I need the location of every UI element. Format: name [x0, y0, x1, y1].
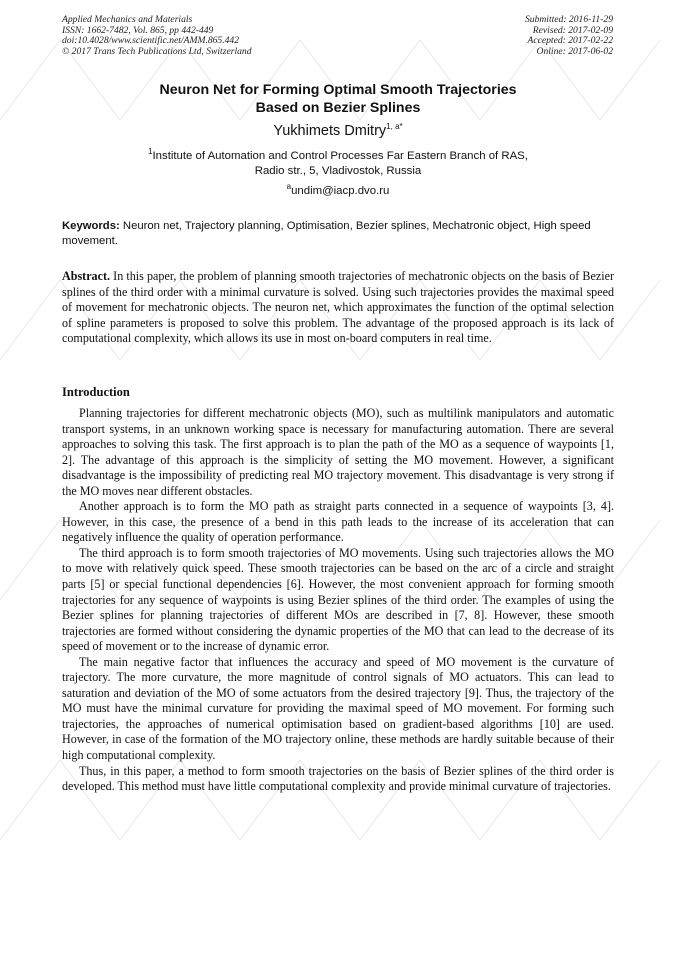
author-email — [62, 182, 614, 197]
date-online: Online: 2017-06-02 — [536, 45, 613, 57]
keywords-text: Neuron net, Trajectory planning, Optimisation, Bezier splines, Mechatronic object, High speed movement. — [62, 220, 591, 247]
paragraph: Thus, in this paper, a method to form smooth trajectories on the basis of Bezier splines of the third order is developed. This method must have little computational complexity and provide minimal curvature of trajectories. — [62, 763, 614, 794]
journal-issn: ISSN: 1662-7482, Vol. 865, pp 442-449 — [62, 24, 214, 36]
journal-name: Applied Mechanics and Materials — [62, 14, 193, 25]
date-revised: Revised: 2017-02-09 — [532, 24, 613, 36]
paragraph: Planning trajectories for different mechatronic objects (MO), such as multilink manipulators and automatic transport systems, in an unknown working space is necessary for manufacturing automation. There are several approaches to solving this task. The first approach is to plan the path of the MO as a sequence of waypoints [1, 2]. The advantage of this approach is the simplicity of setting the MO movement. However, a significant disadvantage is the impossibility of predicting real MO trajectory movement. This disadvantage is very strong if the MO moves near different obstacles. — [62, 406, 614, 498]
email-address[interactable]: undim@iacp.dvo.ru — [291, 185, 390, 197]
affiliation-line-1 — [62, 149, 614, 164]
date-accepted: Accepted: 2017-02-22 — [527, 35, 613, 47]
paragraph: The main negative factor that influences the accuracy and speed of MO movement is the curvature of trajectory. The more curvature, the more magnitude of control signals of MO actuators. This can lead to saturation and deviation of the MO of some actuators from the desired trajectory [9]. Thus, the trajectory of the MO must have the minimal curvature for providing the maximal speed of MO movement. For forming such trajectories, the approaches of numerical optimisation based on gradient-based algorithms [10] are used. However, in case of the formation of the MO trajectory online, these methods are hardly suitable because of their high computational complexity. — [62, 654, 614, 763]
affiliation-line-1-text: Institute of Automation and Control Processes Far Eastern Branch of RAS, — [152, 150, 528, 162]
journal-doi[interactable]: doi:10.4028/www.scientific.net/AMM.865.442 — [62, 35, 240, 47]
keywords — [62, 219, 614, 249]
publication-dates — [525, 15, 613, 57]
affiliation — [62, 149, 614, 179]
author-name: Yukhimets Dmitry — [273, 123, 387, 139]
abstract-label: Abstract. — [62, 269, 111, 283]
keywords-label: Keywords: — [62, 220, 120, 232]
affiliation-line-2: Radio str., 5, Vladivostok, Russia — [254, 165, 422, 177]
journal-info — [62, 15, 252, 57]
paper-title-line-2: Based on Bezier Splines — [255, 99, 421, 116]
journal-copyright: © 2017 Trans Tech Publications Ltd, Switzerland — [62, 45, 252, 57]
introduction-body — [62, 406, 614, 795]
abstract-text: In this paper, the problem of planning smooth trajectories of mechatronic objects on the basis of Bezier splines of the third order with a minimal curvature is solved. Using such trajectories provides the maximal speed of movement for mechatronic objects. The neuron net, which approximates the function of the optimal selection of spline parameters is proposed to solve this problem. The advantage of the proposed approach is its lack of computational complexity, which allows its use in most on-board computers in real time. — [62, 269, 614, 345]
abstract — [62, 269, 614, 347]
email-superscript: a — [286, 182, 292, 192]
author — [62, 123, 614, 139]
paper-title-line-1: Neuron Net for Forming Optimal Smooth Trajectories — [159, 82, 517, 98]
paper-title — [62, 82, 614, 117]
paragraph: The third approach is to form smooth trajectories of MO movements. Using such trajectories allows the MO to move with relatively quick speed. These smooth trajectories can be based on the arc of a circle and straight parts [5] or special functional dependencies [6]. However, the most convenient approach for forming smooth trajectories for any sequence of waypoints is using Bezier splines of the third order. The examples of using the Bezier splines for planning trajectories of different MOs are described in [7, 8]. However, these smooth trajectories are formed without considering the dynamic properties of the MO that can lead to the decrease of its speed of movement or to the increase of dynamic error. — [62, 545, 614, 654]
introduction-heading: Introduction — [62, 385, 130, 399]
date-submitted: Submitted: 2016-11-29 — [524, 14, 613, 25]
author-superscript: 1, a* — [386, 122, 403, 132]
affiliation-superscript: 1 — [148, 147, 153, 157]
paragraph: Another approach is to form the MO path as straight parts connected in a sequence of waypoints [3, 4]. However, in this case, the presence of a bend in this path leads to the increase of its acceleration that can negatively influence the quality of operation performance. — [62, 499, 614, 545]
